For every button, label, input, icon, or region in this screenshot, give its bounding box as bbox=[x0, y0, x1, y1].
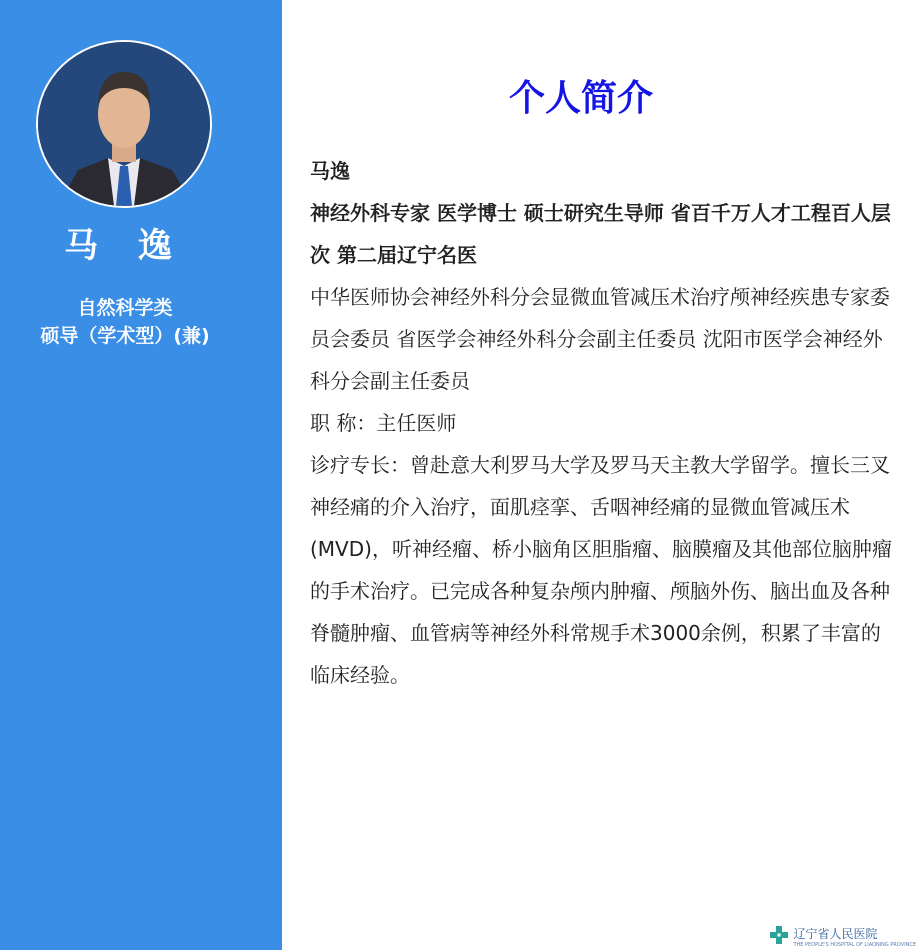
supervisor-type: 硕导（学术型）(兼) bbox=[40, 325, 210, 347]
hospital-logo-icon bbox=[769, 925, 789, 945]
hospital-logo-subtext: THE PEOPLE'S HOSPITAL OF LIAONING PROVINCE bbox=[793, 941, 916, 948]
page-title: 个人简介 bbox=[508, 78, 653, 119]
memberships-line: 中华医师协会神经外科分会显微血管减压术治疗颅神经疾患专家委员会委员 省医学会神经外科分会副主任委员 沈阳市医学会神经外科分会副主任委员 bbox=[310, 285, 890, 393]
sidebar bbox=[0, 0, 282, 950]
titles-line: 神经外科专家 医学博士 硕士研究生导师 省百千万人才工程百人层次 第二届辽宁名医 bbox=[310, 201, 891, 267]
category-label: 自然科学类 bbox=[77, 297, 173, 319]
hospital-logo bbox=[769, 924, 916, 946]
portrait-photo bbox=[38, 42, 210, 206]
name-line: 马逸 bbox=[310, 159, 350, 183]
doctor-name: 马 逸 bbox=[64, 226, 186, 266]
rank-line: 职 称：主任医师 bbox=[310, 411, 457, 435]
profile-text bbox=[310, 150, 898, 696]
specialty-line: 诊疗专长：曾赴意大利罗马大学及罗马天主教大学留学。擅长三叉神经痛的介入治疗，面肌痉挛、舌咽神经痛的显微血管减压术(MVD)，听神经瘤、桥小脑角区胆脂瘤、脑膜瘤及其他部位脑肿瘤的手术治疗。已完成各种复杂颅内肿瘤、颅脑外伤、脑出血及各种脊髓肿瘤、血管病等神经外科常规手术3000余例，积累了丰富的临床经验。 bbox=[310, 453, 892, 687]
hospital-logo-text: 辽宁省人民医院 bbox=[793, 926, 878, 941]
avatar bbox=[36, 40, 212, 208]
